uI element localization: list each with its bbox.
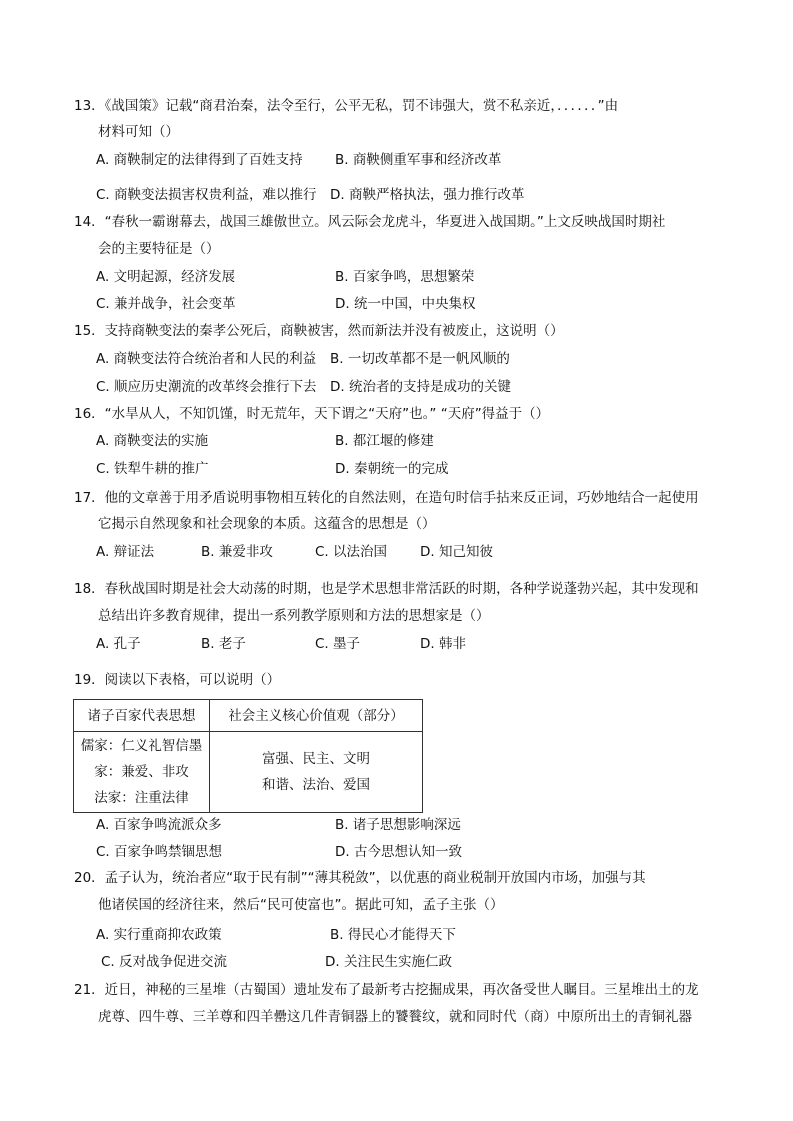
q19-line-1: 19．阅读以下表格，可以说明（） <box>74 672 281 688</box>
q19-option-a[interactable]: A. 百家争鸣流派众多 <box>96 817 222 833</box>
q16-option-c[interactable]: C. 铁犁牛耕的推广 <box>96 461 209 477</box>
q15-option-d[interactable]: D. 统治者的支持是成功的关键 <box>330 379 511 395</box>
q17-option-a[interactable]: A. 辩证法 <box>96 544 155 560</box>
table-cell-right <box>210 732 423 813</box>
q21-line-1: 21．近日，神秘的三星堆（古蜀国）遗址发布了最新考古挖掘成果，再次备受世人瞩目。三星堆出土的龙 <box>74 982 699 998</box>
q14-option-d[interactable]: D. 统一中国，中央集权 <box>335 296 476 312</box>
q15-line-1: 15．支持商鞅变法的秦孝公死后，商鞅被害，然而新法并没有被废止，这说明（） <box>74 323 564 339</box>
q20-option-d[interactable]: D. 关注民生实施仁政 <box>325 954 452 970</box>
q13-line-2: 材料可知（） <box>98 124 179 140</box>
q16-option-b[interactable]: B. 都江堰的修建 <box>335 433 434 449</box>
table-cell-left <box>74 732 210 813</box>
table-left-line-3: 法家：注重法律 <box>94 790 189 806</box>
q13-option-d[interactable]: D. 商鞅严格执法，强力推行改革 <box>330 187 525 203</box>
q18-line-2: 总结出许多教育规律，提出一系列教学原则和方法的思想家是（） <box>98 608 490 624</box>
q14-line-2: 会的主要特征是（） <box>98 241 220 257</box>
q18-option-d[interactable]: D. 韩非 <box>420 636 466 652</box>
q14-option-b[interactable]: B. 百家争鸣，思想繁荣 <box>335 269 475 285</box>
q15-option-b[interactable]: B. 一切改革都不是一帆风顺的 <box>330 351 510 367</box>
q18-option-c[interactable]: C. 墨子 <box>315 636 361 652</box>
q20-option-b[interactable]: B. 得民心才能得天下 <box>330 927 456 943</box>
q17-option-b[interactable]: B. 兼爱非攻 <box>201 544 273 560</box>
table-left-line-1: 儒家：仁义礼智信墨 <box>80 738 203 754</box>
table-header-left: 诸子百家代表思想 <box>74 700 210 732</box>
q17-option-d[interactable]: D. 知己知彼 <box>420 544 493 560</box>
q14-option-c[interactable]: C. 兼并战争，社会变革 <box>96 296 236 312</box>
q21-line-2: 虎尊、四牛尊、三羊尊和四羊罍这几件青铜器上的饕餮纹，就和同时代（商）中原所出土的青铜礼器 <box>98 1009 692 1025</box>
q16-option-a[interactable]: A. 商鞅变法的实施 <box>96 433 209 449</box>
q17-line-2: 它揭示自然现象和社会现象的本质。这蕴含的思想是（） <box>98 516 436 532</box>
table-right-line-1: 富强、民主、文明 <box>262 751 370 767</box>
q17-line-1: 17．他的文章善于用矛盾说明事物相互转化的自然法则，在造句时信手拈来反正词，巧妙地结合一起使用 <box>74 490 699 506</box>
table-right-line-2: 和谐、法治、爱国 <box>262 777 370 793</box>
q13-option-a[interactable]: A. 商鞅制定的法律得到了百姓支持 <box>96 152 303 168</box>
q19-table <box>73 699 423 813</box>
q18-option-a[interactable]: A. 孔子 <box>96 636 141 652</box>
q15-option-c[interactable]: C. 顺应历史潮流的改革终会推行下去 <box>96 379 317 395</box>
q20-option-a[interactable]: A. 实行重商抑农政策 <box>96 927 222 943</box>
q19-option-c[interactable]: C. 百家争鸣禁锢思想 <box>96 844 223 860</box>
q14-option-a[interactable]: A. 文明起源，经济发展 <box>96 269 236 285</box>
table-left-line-2: 家：兼爱、非攻 <box>94 764 189 780</box>
q20-option-c[interactable]: C. 反对战争促进交流 <box>101 954 228 970</box>
q13-option-c[interactable]: C. 商鞅变法损害权贵利益，难以推行 <box>96 187 317 203</box>
q16-option-d[interactable]: D. 秦朝统一的完成 <box>335 461 449 477</box>
table-header-right: 社会主义核心价值观（部分） <box>210 700 423 732</box>
q19-option-b[interactable]: B. 诸子思想影响深远 <box>335 817 461 833</box>
q15-option-a[interactable]: A. 商鞅变法符合统治者和人民的利益 <box>96 351 317 367</box>
q13-line-1: 13．《战国策》记载“商君治秦，法令至行，公平无私，罚不讳强大，赏不私亲近，．．．．．．”由 <box>74 98 619 114</box>
q14-line-1: 14．“春秋一霸谢幕去，战国三雄傲世立。风云际会龙虎斗，华夏进入战国期。”上文反映战国时期社 <box>74 214 666 230</box>
q13-option-b[interactable]: B. 商鞅侧重军事和经济改革 <box>335 152 502 168</box>
q16-line-1: 16．“水旱从人，不知饥馑，时无荒年，天下谓之“天府”也。” “天府”得益于（） <box>74 406 550 422</box>
q19-option-d[interactable]: D. 古今思想认知一致 <box>335 844 462 860</box>
q18-line-1: 18．春秋战国时期是社会大动荡的时期，也是学术思想非常活跃的时期，各种学说蓬勃兴起，其中发现和 <box>74 581 699 597</box>
q18-option-b[interactable]: B. 老子 <box>201 636 246 652</box>
q20-line-2: 他诸侯国的经济往来，然后“民可使富也”。据此可知，孟子主张（） <box>98 897 504 913</box>
q17-option-c[interactable]: C. 以法治国 <box>315 544 388 560</box>
q20-line-1: 20．孟子认为，统治者应“取于民有制”“薄其税敛”，以优惠的商业税制开放国内市场，加强与其 <box>74 870 646 886</box>
